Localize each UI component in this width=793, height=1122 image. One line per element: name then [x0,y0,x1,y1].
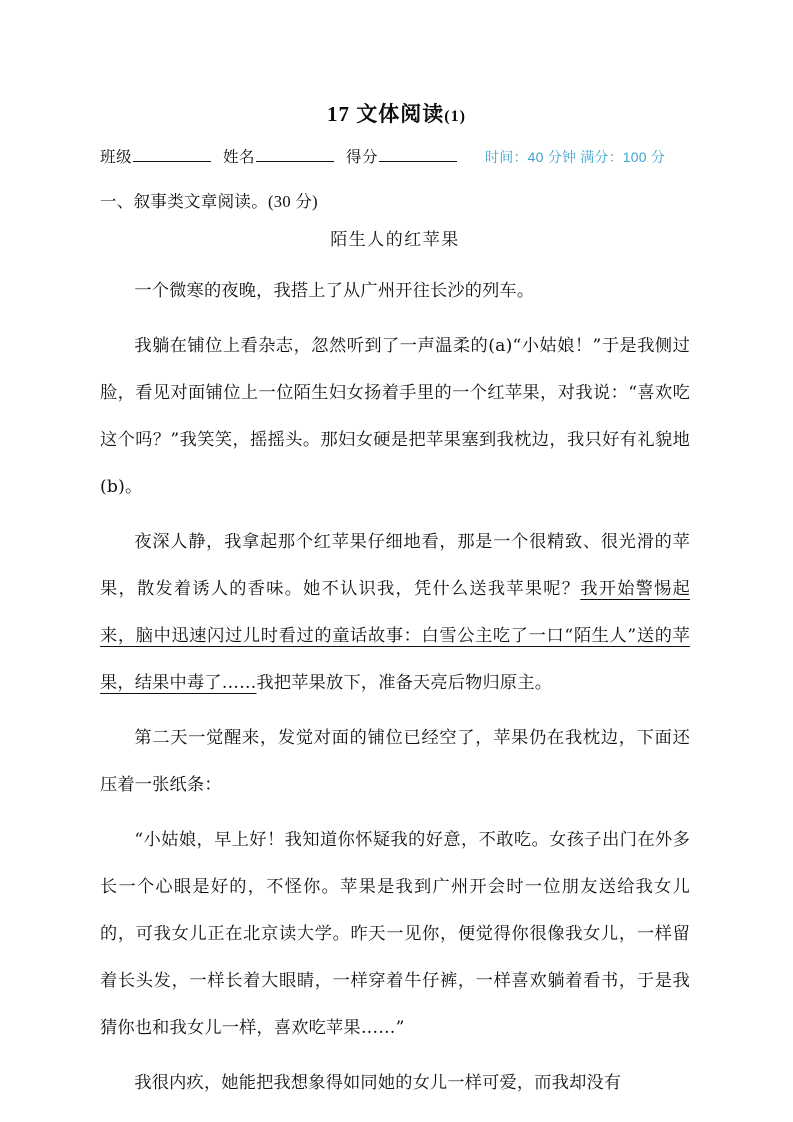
paper-number: 17 [327,102,351,126]
score-field-blank[interactable] [379,145,457,162]
score-field[interactable] [346,145,457,167]
section-heading-1 [100,188,318,212]
article-title: 陌生人的红苹果 [330,230,460,249]
article-body [100,228,690,1115]
paper-title-text: 文体阅读 [356,102,445,126]
name-field-label: 姓名 [223,149,256,167]
paragraph-segment: 一个微寒的夜晚，我搭上了从广州开往长沙的列车。 [134,280,535,301]
paragraph-segment: 第二天一觉醒来，发觉对面的铺位已经空了，苹果仍在我枕边，下面还压着一张纸条： [100,727,690,795]
article-paragraph [100,817,690,1052]
page-title [0,0,793,127]
paragraph-segment-underlined: 我开始警惕起来，脑中迅速闪过儿时看过的童话故事：白雪公主吃了一口“陌生人”送的苹果，结果中毒了…… [100,578,691,693]
article-paragraph [100,323,690,511]
article-paragraph [100,519,690,707]
score-field-label: 得分 [346,149,379,167]
exam-meta: 时间：40 分钟 满分：100 分 [485,149,666,166]
paragraph-segment: 我把苹果放下，准备天亮后物归原主。 [256,672,553,693]
paragraph-segment: 我很内疚，她能把我想象得如同她的女儿一样可爱，而我却没有 [134,1072,622,1093]
section-points: (30 分) [268,192,318,211]
article-paragraph [100,268,690,315]
article-paragraph [100,1060,690,1107]
section-number: 一、 [100,193,134,211]
class-field-label: 班级 [100,149,133,167]
class-field-blank[interactable] [133,145,211,162]
article-paragraph [100,715,690,809]
section-heading-text: 叙事类文章阅读。 [133,193,269,211]
paragraph-segment: 夜深人静，我拿起那个红苹果仔细地看，那是一个很精致、很光滑的苹果，散发着诱人的香味。她不认识我，凭什么送我苹果呢？ [100,531,690,599]
student-info-row [100,145,700,167]
paper-title-suffix: (1) [444,108,466,125]
paragraph-segment: “小姑娘，早上好！我知道你怀疑我的好意，不敢吃。女孩子出门在外多长一个心眼是好的，不怪你。苹果是我到广州开会时一位朋友送给我女儿的，可我女儿正在北京读大学。昨天一见你，便觉得你很像我女儿，一样留着长头发，一样长着大眼睛，一样穿着牛仔裤，一样喜欢躺着看书，于是我猜你也和我女儿一样，喜欢吃苹果……” [100,829,690,1038]
name-field-blank[interactable] [256,145,334,162]
name-field[interactable] [223,145,334,167]
paragraph-segment: 我躺在铺位上看杂志，忽然听到了一声温柔的(a)“小姑娘！”于是我侧过脸，看见对面铺位上一位陌生妇女扬着手里的一个红苹果，对我说：“喜欢吃这个吗？”我笑笑，摇摇头。那妇女硬是把苹果塞到我枕边，我只好有礼貌地(b)。 [100,335,690,497]
class-field[interactable] [100,145,211,167]
